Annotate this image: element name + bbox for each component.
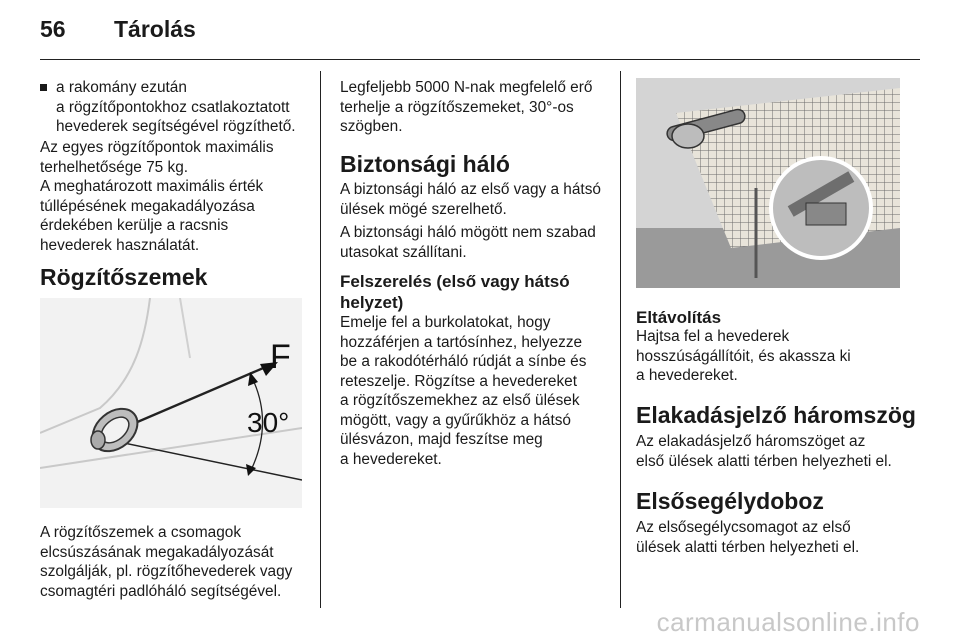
text-line: érdekében kerülje a racsnis [40,217,229,234]
bullet-line: hevederek segítségével rögzíthető. [56,118,296,135]
heading-lashing-eyes: Rögzítőszemek [40,264,208,290]
installation-paragraph [340,313,618,469]
text-line: túllépésének megakadályozása [40,197,255,215]
text-line: Az egyes rögzítőpontok maximális [40,139,274,156]
lashing-eye-figure [40,298,302,508]
text-line: hozzáférjen a tartósínhez, helyezze [340,333,583,351]
text-line: csomagtéri padlóháló segítségével. [40,582,282,600]
heading-removal: Eltávolítás [636,308,722,327]
text-line: A meghatározott maximális érték [40,178,264,195]
text-line: terhelhetősége 75 kg. [40,158,189,176]
text-line: első ülések alatti térben helyezheti el. [636,452,892,470]
warning-triangle-paragraph [636,432,920,471]
safety-net-paragraph-2 [340,223,618,262]
text-line: A biztonsági háló mögött nem szabad [340,224,596,241]
column-divider-2 [620,71,621,608]
text-line: Felszerelés (első vagy hátsó [340,272,570,291]
text-line: Az elakadásjelző háromszöget az [636,433,866,450]
text-line: a rögzítőszemekhez az első ülések [340,392,580,409]
page-number: 56 [40,16,66,42]
bullet-line: a rögzítőpontokhoz csatlakoztatott [56,98,290,116]
text-line: Hajtsa fel a hevederek [636,328,790,345]
safety-net-illustration [636,78,900,288]
text-line: Legfeljebb 5000 N-nak megfelelő erő [340,79,593,96]
load-paragraph [40,138,315,255]
safety-net-paragraph-1 [340,180,618,219]
text-line: ülésvázon, majd feszítse meg [340,431,543,448]
text-line: szolgálják, pl. rögzítőhevederek vagy [40,563,293,580]
text-line: be a rakodótérháló rúdját a sínbe és [340,353,587,370]
text-line: elcsúszásának megakadályozását [40,543,274,561]
force-label: F [270,338,291,376]
text-line: a hevedereket. [340,450,442,468]
text-line: helyzet) [340,293,404,312]
text-line: utasokat szállítani. [340,243,467,261]
text-line: mögött, vagy a gyűrűkhöz a hátsó [340,411,571,429]
lashing-eyes-paragraph [40,523,318,601]
column-divider-1 [320,71,321,608]
heading-first-aid-kit: Elsősegélydoboz [636,488,824,514]
text-line: Az elsősegélycsomagot az első [636,519,851,536]
lashing-eye-illustration [40,298,302,508]
safety-net-photo [636,78,900,288]
text-line: Emelje fel a burkolatokat, hogy [340,314,551,331]
text-line: hosszúságállítóit, és akassza ki [636,347,851,365]
header-divider [40,59,920,60]
text-line: A biztonsági háló az első vagy a hátsó [340,181,601,198]
force-paragraph [340,78,618,137]
removal-paragraph [636,327,916,386]
text-line: hevederek használatát. [40,236,200,254]
text-line: ülések mögé szerelhető. [340,200,507,218]
text-line: a hevedereket. [636,367,738,384]
text-line: szögben. [340,118,403,135]
text-line: reteszelje. Rögzítse a hevedereket [340,372,577,390]
text-line: A rögzítőszemek a csomagok [40,524,242,541]
heading-installation [340,271,618,313]
watermark-text: carmanualsonline.info [656,607,920,637]
heading-warning-triangle: Elakadásjelző háromszög [636,402,916,428]
text-line: terhelje a rögzítőszemeket, 30°-os [340,98,574,116]
first-aid-kit-paragraph [636,518,920,557]
angle-label: 30° [247,407,290,438]
bullet-line: a rakomány ezután [56,79,187,96]
text-line: ülések alatti térben helyezheti el. [636,538,860,556]
section-title: Tárolás [114,16,196,42]
bullet-text [56,78,316,137]
heading-safety-net: Biztonsági háló [340,151,510,177]
bullet-marker [40,84,47,91]
